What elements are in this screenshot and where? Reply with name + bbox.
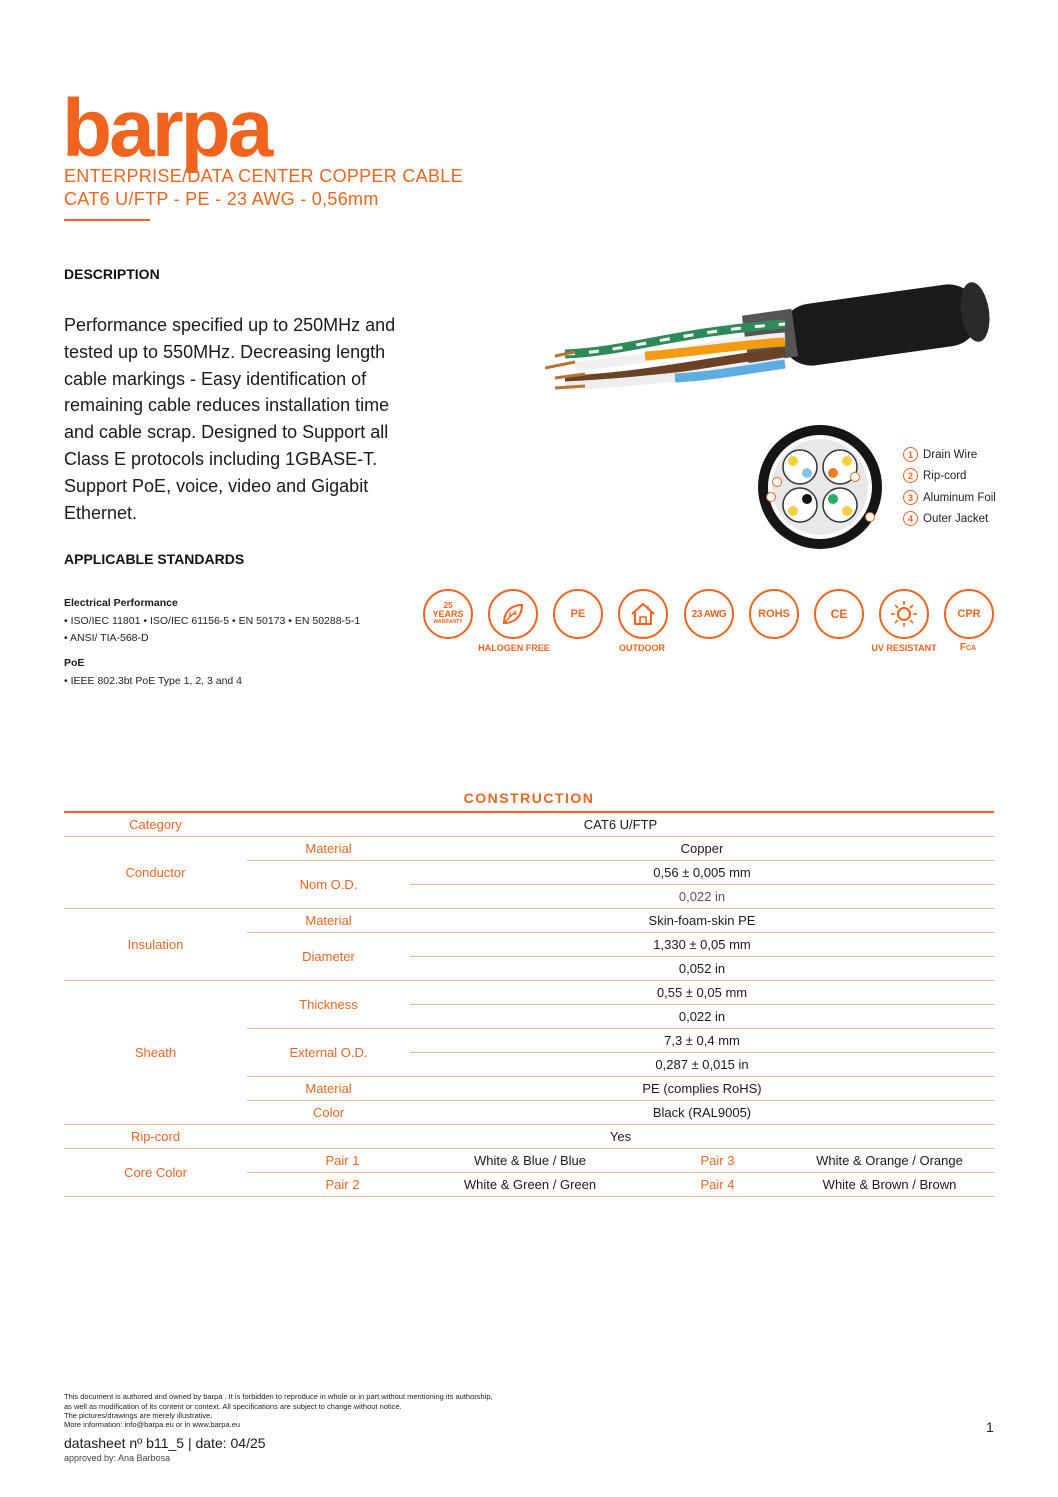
- disclaimer-line2: as well as modification of its content or context. All specifications are subject to change without notice.: [64, 1402, 402, 1411]
- halogen-free-caption: HALOGEN FREE: [478, 643, 550, 653]
- sheath-external-od-in: 0,287 ± 0,015 in: [410, 1053, 994, 1077]
- conductor-label: Conductor: [64, 837, 247, 909]
- legend-item-drain-wire: 1 Drain Wire: [903, 447, 977, 462]
- legend-item-rip-cord: 2 Rip-cord: [903, 468, 966, 483]
- insulation-diameter-label: Diameter: [247, 933, 410, 981]
- ripcord-value: Yes: [247, 1125, 994, 1149]
- uv-sun-icon: [879, 589, 929, 639]
- conductor-od-in: 0,022 in: [410, 885, 994, 909]
- disclaimer-line3: The pictures/drawings are merely illustrative.: [64, 1411, 213, 1420]
- cable-product-image: [545, 282, 995, 412]
- awg-badge: 23 AWG: [684, 589, 734, 639]
- table-row: [64, 1125, 994, 1149]
- brand-logo: barpa: [62, 83, 271, 174]
- outdoor-house-icon: [618, 589, 668, 639]
- sheath-external-od-label: External O.D.: [247, 1029, 410, 1077]
- category-value: CAT6 U/FTP: [247, 813, 994, 837]
- pair1-value: White & Blue / Blue: [410, 1149, 650, 1173]
- ce-badge: CE: [814, 589, 864, 639]
- legend-item-outer-jacket: 4 Outer Jacket: [903, 511, 988, 526]
- table-row: [64, 813, 994, 837]
- warranty-badge: 25 YEARS WARRANTY: [423, 589, 473, 639]
- insulation-label: Insulation: [64, 909, 247, 981]
- ripcord-label: Rip-cord: [64, 1125, 247, 1149]
- sheath-external-od-mm: 7,3 ± 0,4 mm: [410, 1029, 994, 1053]
- rohs-badge: ROHS: [749, 589, 799, 639]
- sheath-label: Sheath: [64, 981, 247, 1125]
- outdoor-caption: OUTDOOR: [619, 643, 665, 653]
- header-divider: [64, 219, 150, 221]
- uv-resistant-caption: UV RESISTANT: [871, 643, 937, 653]
- sheath-thickness-mm: 0,55 ± 0,05 mm: [410, 981, 994, 1005]
- leaf-icon: [488, 589, 538, 639]
- disclaimer-line1: This document is authored and owned by barpa . It is forbidden to reproduce in whole or in part without mentioning its authorship,: [64, 1392, 493, 1401]
- pair1-label: Pair 1: [247, 1149, 410, 1173]
- pe-badge: PE: [553, 589, 603, 639]
- core-color-label: Core Color: [64, 1149, 247, 1197]
- sheath-thickness-label: Thickness: [247, 981, 410, 1029]
- approved-by: approved by: Ana Barbosa: [64, 1453, 171, 1463]
- table-row: [64, 981, 994, 1005]
- product-name: CAT6 U/FTP - PE - 23 AWG - 0,56mm: [64, 189, 379, 209]
- pair4-label: Pair 4: [650, 1173, 785, 1197]
- standards-heading: APPLICABLE STANDARDS: [64, 551, 245, 567]
- cpr-badge: CPR: [944, 589, 994, 639]
- insulation-diameter-in: 0,052 in: [410, 957, 994, 981]
- table-row: [64, 837, 994, 861]
- category-label: Category: [64, 813, 247, 837]
- contact-info: More information: info@barpa.eu or in www.barpa.eu: [64, 1420, 241, 1429]
- product-family: ENTERPRISE/DATA CENTER COPPER CABLE: [64, 166, 463, 186]
- sheath-material-value: PE (complies RoHS): [410, 1077, 994, 1101]
- page-number: 1: [986, 1419, 994, 1435]
- sheath-color-value: Black (RAL9005): [410, 1101, 994, 1125]
- conductor-od-mm: 0,56 ± 0,005 mm: [410, 861, 994, 885]
- description-heading: DESCRIPTION: [64, 266, 160, 282]
- description-text: Performance specified up to 250MHz and tested up to 550MHz. Decreasing length cable markings - Easy identification of remaining cable reduces installation time and cable scrap. Designed to Support all Class E protocols including 1GBASE-T. Support PoE, voice, video and Gigabit Ethernet.: [64, 315, 396, 523]
- datasheet-info: datasheet nº b11_5 | date: 04/25: [64, 1435, 266, 1451]
- electrical-standards-line2: • ANSI/ TIA-568-D: [64, 632, 149, 644]
- table-row: [64, 1149, 994, 1173]
- table-row: [64, 909, 994, 933]
- electrical-heading: Electrical Performance: [64, 597, 178, 609]
- sheath-thickness-in: 0,022 in: [410, 1005, 994, 1029]
- conductor-od-label: Nom O.D.: [247, 861, 410, 909]
- cable-cross-section: [755, 425, 890, 550]
- insulation-material-label: Material: [247, 909, 410, 933]
- construction-table: [64, 813, 994, 1197]
- pair3-label: Pair 3: [650, 1149, 785, 1173]
- sheath-color-label: Color: [247, 1101, 410, 1125]
- insulation-material-value: Skin-foam-skin PE: [410, 909, 994, 933]
- conductor-material-value: Copper: [410, 837, 994, 861]
- electrical-standards-line1: • ISO/IEC 11801 • ISO/IEC 61156-5 • EN 50173 • EN 50288-5-1: [64, 615, 361, 627]
- insulation-diameter-mm: 1,330 ± 0,05 mm: [410, 933, 994, 957]
- pair4-value: White & Brown / Brown: [785, 1173, 994, 1197]
- legend-item-aluminum-foil: 3 Aluminum Foil: [903, 490, 996, 505]
- construction-title: CONSTRUCTION: [463, 790, 595, 806]
- cpr-class-caption: FCA: [959, 642, 977, 653]
- pair2-label: Pair 2: [247, 1173, 410, 1197]
- poe-heading: PoE: [64, 657, 85, 669]
- pair2-value: White & Green / Green: [410, 1173, 650, 1197]
- poe-standards: • IEEE 802.3bt PoE Type 1, 2, 3 and 4: [64, 675, 243, 687]
- conductor-material-label: Material: [247, 837, 410, 861]
- sheath-material-label: Material: [247, 1077, 410, 1101]
- pair3-value: White & Orange / Orange: [785, 1149, 994, 1173]
